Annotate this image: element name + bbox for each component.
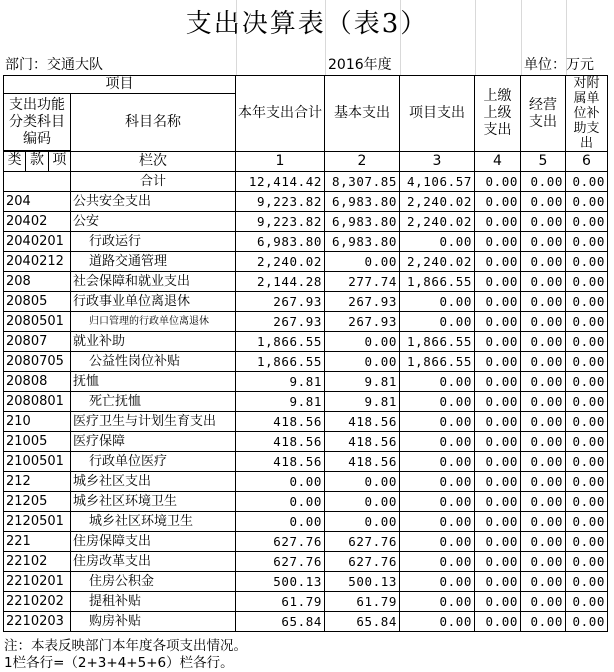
subject-code: 20808 — [4, 372, 71, 392]
subject-name: 提租补贴 — [71, 592, 236, 612]
subject-code: 204 — [4, 192, 71, 212]
amount-cell: 0.00 — [566, 192, 608, 212]
amount-cell: 0.00 — [566, 592, 608, 612]
amount-cell: 0.00 — [475, 212, 521, 232]
amount-cell: 418.56 — [236, 432, 325, 452]
table-row — [4, 312, 608, 332]
amount-cell: 1,866.55 — [400, 332, 475, 352]
amount-cell: 0.00 — [475, 272, 521, 292]
total-code-cell — [4, 172, 71, 192]
amount-cell: 2,240.02 — [400, 192, 475, 212]
col-num: 2 — [325, 152, 400, 172]
amount-cell: 0.00 — [475, 252, 521, 272]
project-header: 项目 — [4, 76, 236, 94]
subject-name: 就业补助 — [71, 332, 236, 352]
amount-cell: 0.00 — [566, 432, 608, 452]
amount-cell: 0.00 — [475, 412, 521, 432]
amount-cell: 0.00 — [521, 392, 566, 412]
project-expense-header: 项目支出 — [400, 76, 475, 152]
amount-cell: 0.00 — [400, 412, 475, 432]
subject-name: 公安 — [71, 212, 236, 232]
amount-cell: 0.00 — [475, 192, 521, 212]
amount-cell: 0.00 — [566, 352, 608, 372]
table-row — [4, 232, 608, 252]
subject-code: 221 — [4, 532, 71, 552]
subject-code: 2040212 — [4, 252, 71, 272]
amount-cell: 0.00 — [566, 512, 608, 532]
amount-cell: 0.00 — [400, 512, 475, 532]
subject-name: 抚恤 — [71, 372, 236, 392]
amount-cell: 9.81 — [325, 372, 400, 392]
amount-cell: 0.00 — [521, 592, 566, 612]
table-note: 1栏各行=（2+3+4+5+6）栏各行。 — [4, 655, 234, 671]
subject-name: 住房保障支出 — [71, 532, 236, 552]
amount-cell: 0.00 — [400, 552, 475, 572]
subject-code: 2080501 — [4, 312, 71, 332]
table-row — [4, 292, 608, 312]
amount-cell: 0.00 — [236, 472, 325, 492]
basic-header: 基本支出 — [325, 76, 400, 152]
col-num: 5 — [521, 152, 566, 172]
total-value: 0.00 — [475, 172, 521, 192]
amount-cell: 61.79 — [325, 592, 400, 612]
amount-cell: 6,983.80 — [325, 212, 400, 232]
amount-cell: 0.00 — [475, 572, 521, 592]
total-value: 8,307.85 — [325, 172, 400, 192]
amount-cell: 627.76 — [236, 532, 325, 552]
table-row — [4, 552, 608, 572]
amount-cell: 0.00 — [400, 292, 475, 312]
amount-cell: 0.00 — [521, 472, 566, 492]
amount-cell: 6,983.80 — [325, 232, 400, 252]
amount-cell: 0.00 — [566, 532, 608, 552]
business-expense-header: 经营支出 — [521, 76, 566, 152]
col-num: 6 — [566, 152, 608, 172]
table-row — [4, 192, 608, 212]
subject-name: 道路交通管理 — [71, 252, 236, 272]
amount-cell: 6,983.80 — [236, 232, 325, 252]
amount-cell: 0.00 — [521, 552, 566, 572]
amount-cell: 0.00 — [521, 272, 566, 292]
subject-name: 医疗保障 — [71, 432, 236, 452]
amount-cell: 0.00 — [521, 252, 566, 272]
amount-cell: 0.00 — [475, 332, 521, 352]
table-row — [4, 432, 608, 452]
amount-cell: 418.56 — [325, 412, 400, 432]
amount-cell: 277.74 — [325, 272, 400, 292]
subject-code: 2210202 — [4, 592, 71, 612]
subject-name: 行政单位医疗 — [71, 452, 236, 472]
amount-cell: 0.00 — [325, 332, 400, 352]
subject-name: 购房补贴 — [71, 612, 236, 632]
amount-cell: 0.00 — [475, 552, 521, 572]
subject-name: 城乡社区支出 — [71, 472, 236, 492]
subject-code: 21005 — [4, 432, 71, 452]
total-value: 12,414.42 — [236, 172, 325, 192]
amount-cell: 0.00 — [325, 512, 400, 532]
subject-name: 医疗卫生与计划生育支出 — [71, 412, 236, 432]
amount-cell: 500.13 — [325, 572, 400, 592]
amount-cell: 1,866.55 — [236, 332, 325, 352]
total-header: 本年支出合计 — [236, 76, 325, 152]
amount-cell: 0.00 — [475, 372, 521, 392]
amount-cell: 0.00 — [400, 432, 475, 452]
amount-cell: 9.81 — [236, 392, 325, 412]
amount-cell: 2,240.02 — [400, 212, 475, 232]
amount-cell: 418.56 — [325, 432, 400, 452]
amount-cell: 9,223.82 — [236, 212, 325, 232]
amount-cell: 0.00 — [566, 412, 608, 432]
subject-name-header: 科目名称 — [71, 94, 236, 152]
amount-cell: 0.00 — [236, 492, 325, 512]
amount-cell: 0.00 — [475, 312, 521, 332]
amount-cell: 0.00 — [236, 512, 325, 532]
amount-cell: 9,223.82 — [236, 192, 325, 212]
amount-cell: 0.00 — [521, 312, 566, 332]
subject-code: 212 — [4, 472, 71, 492]
subject-code: 20807 — [4, 332, 71, 352]
subject-name: 住房公积金 — [71, 572, 236, 592]
subject-name: 公益性岗位补贴 — [71, 352, 236, 372]
amount-cell: 1,866.55 — [236, 352, 325, 372]
table-row — [4, 472, 608, 492]
amount-cell: 0.00 — [475, 392, 521, 412]
amount-cell: 0.00 — [521, 452, 566, 472]
amount-cell: 0.00 — [521, 612, 566, 632]
table-row — [4, 412, 608, 432]
subject-code: 2120501 — [4, 512, 71, 532]
subject-name: 行政运行 — [71, 232, 236, 252]
column-label: 栏次 — [71, 152, 236, 172]
amount-cell: 267.93 — [325, 292, 400, 312]
function-code-header: 支出功能分类科目编码 — [4, 94, 71, 151]
subject-code: 2080705 — [4, 352, 71, 372]
table-row — [4, 272, 608, 292]
amount-cell: 0.00 — [521, 372, 566, 392]
total-row — [4, 172, 608, 192]
amount-cell: 0.00 — [475, 612, 521, 632]
table-row — [4, 212, 608, 232]
table-row — [4, 452, 608, 472]
amount-cell: 0.00 — [475, 492, 521, 512]
amount-cell: 2,240.02 — [236, 252, 325, 272]
subsidy-header: 对附属单位补助支出 — [566, 76, 608, 152]
table-row — [4, 332, 608, 352]
amount-cell: 0.00 — [566, 552, 608, 572]
subject-name: 城乡社区环境卫生 — [71, 512, 236, 532]
subject-name: 死亡抚恤 — [71, 392, 236, 412]
amount-cell: 418.56 — [325, 452, 400, 472]
subject-code: 22102 — [4, 552, 71, 572]
table-row — [4, 572, 608, 592]
subject-code: 210 — [4, 412, 71, 432]
xiang-label: 项 — [52, 152, 67, 168]
amount-cell: 0.00 — [521, 572, 566, 592]
lei-kuan-xiang-cell — [4, 152, 71, 172]
table-row — [4, 532, 608, 552]
amount-cell: 0.00 — [325, 492, 400, 512]
table-row — [4, 512, 608, 532]
amount-cell: 418.56 — [236, 412, 325, 432]
amount-cell: 500.13 — [236, 572, 325, 592]
amount-cell: 2,144.28 — [236, 272, 325, 292]
amount-cell: 0.00 — [400, 312, 475, 332]
amount-cell: 1,866.55 — [400, 352, 475, 372]
amount-cell: 1,866.55 — [400, 272, 475, 292]
amount-cell: 267.93 — [325, 312, 400, 332]
amount-cell: 0.00 — [521, 512, 566, 532]
amount-cell: 0.00 — [475, 232, 521, 252]
amount-cell: 0.00 — [521, 412, 566, 432]
table-row — [4, 492, 608, 512]
amount-cell: 6,983.80 — [325, 192, 400, 212]
amount-cell: 0.00 — [521, 192, 566, 212]
amount-cell: 0.00 — [325, 252, 400, 272]
amount-cell: 0.00 — [475, 512, 521, 532]
amount-cell: 0.00 — [566, 212, 608, 232]
amount-cell: 0.00 — [566, 572, 608, 592]
lei-label: 类 — [4, 152, 26, 171]
subject-name: 行政事业单位离退休 — [71, 292, 236, 312]
kuan-label: 款 — [26, 152, 48, 171]
amount-cell: 418.56 — [236, 452, 325, 472]
amount-cell: 0.00 — [566, 252, 608, 272]
amount-cell: 0.00 — [475, 432, 521, 452]
amount-cell: 0.00 — [566, 472, 608, 492]
amount-cell: 0.00 — [475, 352, 521, 372]
amount-cell: 0.00 — [566, 232, 608, 252]
amount-cell: 0.00 — [521, 332, 566, 352]
subject-code: 2210203 — [4, 612, 71, 632]
amount-cell: 65.84 — [325, 612, 400, 632]
amount-cell: 0.00 — [325, 472, 400, 492]
subject-name: 公共安全支出 — [71, 192, 236, 212]
subject-code: 2040201 — [4, 232, 71, 252]
amount-cell: 0.00 — [400, 492, 475, 512]
subject-name: 社会保障和就业支出 — [71, 272, 236, 292]
subject-code: 21205 — [4, 492, 71, 512]
amount-cell: 0.00 — [400, 612, 475, 632]
amount-cell: 0.00 — [475, 292, 521, 312]
subject-code: 20805 — [4, 292, 71, 312]
amount-cell: 61.79 — [236, 592, 325, 612]
amount-cell: 0.00 — [400, 452, 475, 472]
amount-cell: 2,240.02 — [400, 252, 475, 272]
amount-cell: 0.00 — [475, 452, 521, 472]
col-num: 4 — [475, 152, 521, 172]
report-title: 支出决算表（表3） — [185, 9, 429, 39]
total-label: 合计 — [71, 172, 236, 192]
amount-cell: 627.76 — [325, 532, 400, 552]
fiscal-year: 2016年度 — [328, 57, 392, 73]
expenditure-table — [3, 75, 608, 632]
amount-cell: 0.00 — [566, 312, 608, 332]
subject-name: 归口管理的行政单位离退休 — [71, 312, 236, 332]
subject-code: 2080801 — [4, 392, 71, 412]
amount-cell: 267.93 — [236, 312, 325, 332]
amount-cell: 9.81 — [325, 392, 400, 412]
amount-cell: 0.00 — [400, 532, 475, 552]
amount-cell: 0.00 — [400, 392, 475, 412]
amount-cell: 0.00 — [400, 372, 475, 392]
total-value: 0.00 — [521, 172, 566, 192]
unit-label: 单位：万元 — [524, 57, 594, 73]
amount-cell: 0.00 — [521, 492, 566, 512]
amount-cell: 0.00 — [566, 392, 608, 412]
amount-cell: 0.00 — [566, 492, 608, 512]
amount-cell: 0.00 — [400, 572, 475, 592]
table-row — [4, 392, 608, 412]
subject-name: 住房改革支出 — [71, 552, 236, 572]
amount-cell: 0.00 — [325, 352, 400, 372]
amount-cell: 0.00 — [521, 232, 566, 252]
subject-code: 2100501 — [4, 452, 71, 472]
amount-cell: 0.00 — [521, 352, 566, 372]
amount-cell: 0.00 — [521, 292, 566, 312]
amount-cell: 0.00 — [566, 372, 608, 392]
table-row — [4, 352, 608, 372]
amount-cell: 267.93 — [236, 292, 325, 312]
amount-cell: 0.00 — [475, 532, 521, 552]
amount-cell: 0.00 — [475, 472, 521, 492]
amount-cell: 0.00 — [566, 452, 608, 472]
amount-cell: 0.00 — [566, 332, 608, 352]
amount-cell: 0.00 — [521, 212, 566, 232]
amount-cell: 0.00 — [566, 292, 608, 312]
amount-cell: 0.00 — [400, 472, 475, 492]
upper-payment-header: 上缴上级支出 — [475, 76, 521, 152]
amount-cell: 0.00 — [475, 592, 521, 612]
amount-cell: 9.81 — [236, 372, 325, 392]
table-row — [4, 612, 608, 632]
amount-cell: 627.76 — [236, 552, 325, 572]
amount-cell: 0.00 — [566, 272, 608, 292]
amount-cell: 0.00 — [400, 232, 475, 252]
col-num: 1 — [236, 152, 325, 172]
amount-cell: 627.76 — [325, 552, 400, 572]
amount-cell: 0.00 — [400, 592, 475, 612]
table-note: 注：本表反映部门本年度各项支出情况。 — [4, 638, 247, 654]
amount-cell: 0.00 — [566, 612, 608, 632]
total-value: 4,106.57 — [400, 172, 475, 192]
table-row — [4, 252, 608, 272]
department-label: 部门：交通大队 — [5, 57, 103, 73]
table-row — [4, 592, 608, 612]
amount-cell: 65.84 — [236, 612, 325, 632]
amount-cell: 0.00 — [521, 532, 566, 552]
total-value: 0.00 — [566, 172, 608, 192]
subject-name: 城乡社区环境卫生 — [71, 492, 236, 512]
subject-code: 208 — [4, 272, 71, 292]
subject-code: 20402 — [4, 212, 71, 232]
table-row — [4, 372, 608, 392]
col-num: 3 — [400, 152, 475, 172]
subject-code: 2210201 — [4, 572, 71, 592]
amount-cell: 0.00 — [521, 432, 566, 452]
